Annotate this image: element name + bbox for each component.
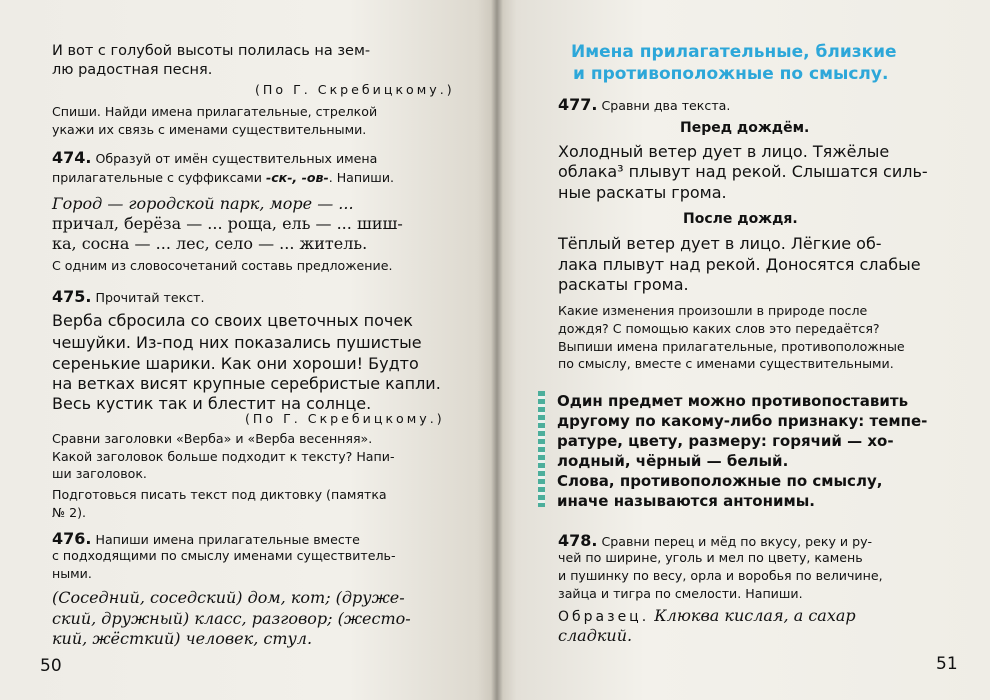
task-text: ными.: [52, 566, 92, 581]
text-heading: Перед дождём.: [680, 120, 810, 136]
task-text: Сравни перец и мёд по вкусу, реку и ру-: [601, 534, 873, 549]
sample-line: сладкий.: [558, 626, 633, 645]
rule-line: иначе называются антонимы.: [557, 492, 815, 510]
section-title: и противоположные по смыслу.: [573, 64, 889, 84]
text-line: И вот с голубой высоты полилась на зем-: [52, 43, 371, 59]
citation: (По Г. Скребицкому.): [245, 411, 445, 426]
page-number: 51: [936, 654, 958, 674]
exercise-478: [558, 533, 872, 549]
reading-line: облака³ плывут над рекой. Слышатся силь-: [558, 162, 928, 181]
exercise-number: 476.: [52, 529, 92, 548]
task-text: С одним из словосочетаний составь предложение.: [52, 258, 393, 273]
task-text: дождя? С помощью каких слов это передаётся?: [558, 321, 880, 336]
word-line: ка, сосна — ... лес, село — ... житель.: [52, 234, 368, 253]
exercise-number: 475.: [52, 287, 92, 306]
rule-line: Один предмет можно противопоставить: [557, 392, 909, 410]
text-line: лю радостная песня.: [52, 62, 213, 78]
rule-line: лодный, чёрный — белый.: [557, 452, 789, 470]
reading-line: раскаты грома.: [558, 275, 689, 294]
task-text: Какой заголовок больше подходит к тексту? Напи-: [52, 449, 395, 464]
suffixes: -ск-, -ов-: [265, 170, 329, 185]
exercise-474: [52, 150, 377, 166]
exercise-number: 478.: [558, 531, 598, 550]
rule-line: ратуре, цвету, размеру: горячий — хо-: [557, 432, 894, 450]
rule-line: другому по какому-либо признаку: темпе-: [557, 412, 928, 430]
word-line: ский, дружный) класс, разговор; (жесто-: [52, 609, 411, 628]
rule-marker-bar: [538, 391, 545, 507]
reading-line: Весь кустик так и блестит на солнце.: [52, 394, 372, 413]
reading-line: Верба сбросила со своих цветочных почек: [52, 311, 413, 330]
sample-text: Клюква кислая, а сахар: [654, 606, 856, 625]
exercise-number: 477.: [558, 95, 598, 114]
task-text: [52, 172, 394, 185]
task-text: укажи их связь с именами существительными.: [52, 122, 367, 137]
task-text: Выпиши имена прилагательные, противоположные: [558, 339, 905, 354]
right-page: [497, 0, 990, 700]
task-text: Подготовься писать текст под диктовку (памятка: [52, 487, 387, 502]
sample-line: [558, 608, 856, 624]
reading-line: лака плывут над рекой. Доносятся слабые: [558, 255, 921, 274]
word-line: кий, жёсткий) человек, стул.: [52, 629, 313, 648]
task-text-part: . Напиши.: [328, 170, 395, 185]
reading-line: серенькие шарики. Как они хороши! Будто: [52, 354, 419, 373]
task-text: Напиши имена прилагательные вместе: [95, 532, 360, 547]
word-line: причал, берёза — ... роща, ель — ... шиш-: [52, 214, 403, 233]
reading-line: ные раскаты грома.: [558, 183, 727, 202]
task-text: Сравни два текста.: [601, 98, 731, 113]
rule-line: Слова, противоположные по смыслу,: [557, 472, 883, 490]
reading-line: чешуйки. Из-под них показались пушистые: [52, 333, 422, 352]
section-title: Имена прилагательные, близкие: [571, 42, 897, 62]
book-gutter: [491, 0, 503, 700]
word-line: (Соседний, соседский) дом, кот; (друже-: [52, 588, 405, 607]
exercise-477: [558, 97, 730, 113]
exercise-475: [52, 289, 205, 305]
task-text: с подходящими по смыслу именами существитель-: [52, 548, 396, 563]
task-text: Образуй от имён существительных имена: [95, 151, 378, 166]
exercise-number: 474.: [52, 148, 92, 167]
sample-label: Образец.: [558, 609, 650, 625]
exercise-476: [52, 531, 360, 547]
task-text: Прочитай текст.: [95, 290, 205, 305]
task-text: № 2).: [52, 505, 87, 520]
reading-line: Тёплый ветер дует в лицо. Лёгкие об-: [558, 234, 882, 253]
task-text: Спиши. Найди имена прилагательные, стрелкой: [52, 104, 378, 119]
reading-line: Холодный ветер дует в лицо. Тяжёлые: [558, 142, 890, 161]
task-text: и пушинку по весу, орла и воробья по величине,: [558, 568, 883, 583]
task-text: по смыслу, вместе с именами существительными.: [558, 356, 894, 371]
word-line: Город — городской парк, море — ...: [52, 194, 354, 213]
reading-line: на ветках висят крупные серебристые капли.: [52, 374, 441, 393]
task-text: Какие изменения произошли в природе после: [558, 303, 868, 318]
task-text: чей по ширине, уголь и мел по цвету, камень: [558, 550, 863, 565]
task-text: Сравни заголовки «Верба» и «Верба весенняя».: [52, 431, 373, 446]
citation: (По Г. Скребицкому.): [255, 82, 455, 97]
task-text: ши заголовок.: [52, 466, 147, 481]
task-text: зайца и тигра по смелости. Напиши.: [558, 586, 803, 601]
task-text-part: прилагательные с суффиксами: [52, 170, 266, 185]
text-heading: После дождя.: [683, 211, 798, 227]
page-number: 50: [40, 656, 62, 676]
